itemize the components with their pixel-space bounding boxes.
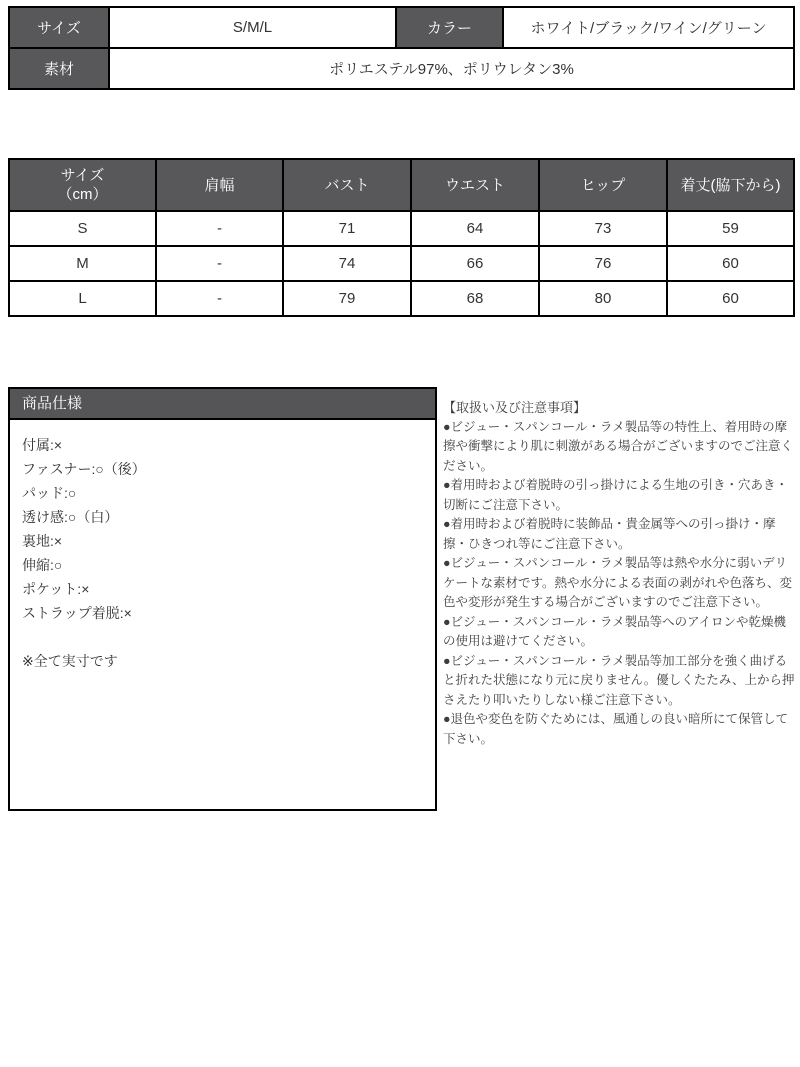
cell-length: 60 <box>667 281 794 316</box>
care-note-iron-dryer: ●ビジュー・スパンコール・ラメ製品等へのアイロンや乾燥機の使用は避けてください。 <box>443 614 787 648</box>
care-note-heat-moisture: ●ビジュー・スパンコール・ラメ製品等は熱や水分に弱いデリケートな素材です。熱や水分による表面の剥がれや色落ち、変色や変形が発生する場合がございますのでご注意下さい。 <box>443 556 793 609</box>
cell-hip: 73 <box>539 211 667 246</box>
spec-box-body <box>10 420 435 686</box>
care-note-snagging: ●着用時および着脱時の引っ掛けによる生地の引き・穴あき・切断にご注意下さい。 <box>443 478 789 512</box>
cell-bust: 74 <box>283 246 411 281</box>
cell-size: S <box>9 211 156 246</box>
spec-item-pocket: ポケット:× <box>22 581 90 597</box>
spec-item-strap: ストラップ着脱:× <box>22 605 132 621</box>
size-row-l <box>9 281 794 316</box>
cell-bust: 79 <box>283 281 411 316</box>
spec-item-sheerness: 透け感:○（白） <box>22 509 119 525</box>
material-label-cell: 素材 <box>9 48 109 89</box>
spec-item-lining: 裏地:× <box>22 533 63 549</box>
size-chart-table <box>8 158 795 317</box>
care-note-storage: ●退色や変色を防ぐためには、風通しの良い暗所にて保管して下さい。 <box>443 712 789 746</box>
cell-hip: 80 <box>539 281 667 316</box>
size-row-m <box>9 246 794 281</box>
info-row-size-color <box>9 7 794 48</box>
cell-size: M <box>9 246 156 281</box>
cell-waist: 66 <box>411 246 539 281</box>
material-value-cell: ポリエステル97%、ポリウレタン3% <box>109 48 794 89</box>
cell-shoulder: - <box>156 281 283 316</box>
care-note-bending: ●ビジュー・スパンコール・ラメ製品等加工部分を強く曲げると折れた状態になり元に戻りません。優しくたたみ、上から押さえたり叩いたりしない様ご注意下さい。 <box>443 653 795 707</box>
cell-waist: 64 <box>411 211 539 246</box>
cell-shoulder: - <box>156 246 283 281</box>
header-size-label: サイズ <box>60 167 105 184</box>
size-label-cell: サイズ <box>9 7 109 48</box>
size-chart-header-row <box>9 159 794 211</box>
care-notes <box>443 398 798 749</box>
spec-item-pad: パッド:○ <box>22 485 77 501</box>
product-info-table <box>8 6 795 90</box>
spec-box-title: 商品仕様 <box>10 389 435 420</box>
header-shoulder: 肩幅 <box>156 159 283 211</box>
info-row-material <box>9 48 794 89</box>
header-size-unit: （cm） <box>57 186 108 203</box>
header-bust: バスト <box>283 159 411 211</box>
product-spec-box <box>8 387 437 811</box>
color-value-cell: ホワイト/ブラック/ワイン/グリーン <box>503 7 794 48</box>
spec-item-stretch: 伸縮:○ <box>22 557 63 573</box>
cell-shoulder: - <box>156 211 283 246</box>
cell-waist: 68 <box>411 281 539 316</box>
header-length: 着丈(脇下から) <box>667 159 794 211</box>
cell-length: 59 <box>667 211 794 246</box>
header-hip: ヒップ <box>539 159 667 211</box>
cell-length: 60 <box>667 246 794 281</box>
size-value-cell: S/M/L <box>109 7 396 48</box>
spec-item-fastener: ファスナー:○（後） <box>22 461 146 477</box>
care-note-friction: ●ビジュー・スパンコール・ラメ製品等の特性上、着用時の摩擦や衝撃により肌に刺激がある場合がございますのでご注意ください。 <box>443 419 794 473</box>
color-label-cell: カラー <box>396 7 503 48</box>
cell-hip: 76 <box>539 246 667 281</box>
header-waist: ウエスト <box>411 159 539 211</box>
care-notes-title: 【取扱い及び注意事項】 <box>443 400 587 415</box>
spec-item-accessory: 付属:× <box>22 437 63 453</box>
header-size-cm <box>9 159 156 211</box>
cell-bust: 71 <box>283 211 411 246</box>
size-row-s <box>9 211 794 246</box>
spec-measurement-note: ※全て実寸です <box>22 653 118 669</box>
care-note-jewelry: ●着用時および着脱時に装飾品・貴金属等への引っ掛け・摩擦・ひきつれ等にご注意下さい。 <box>443 517 776 551</box>
cell-size: L <box>9 281 156 316</box>
